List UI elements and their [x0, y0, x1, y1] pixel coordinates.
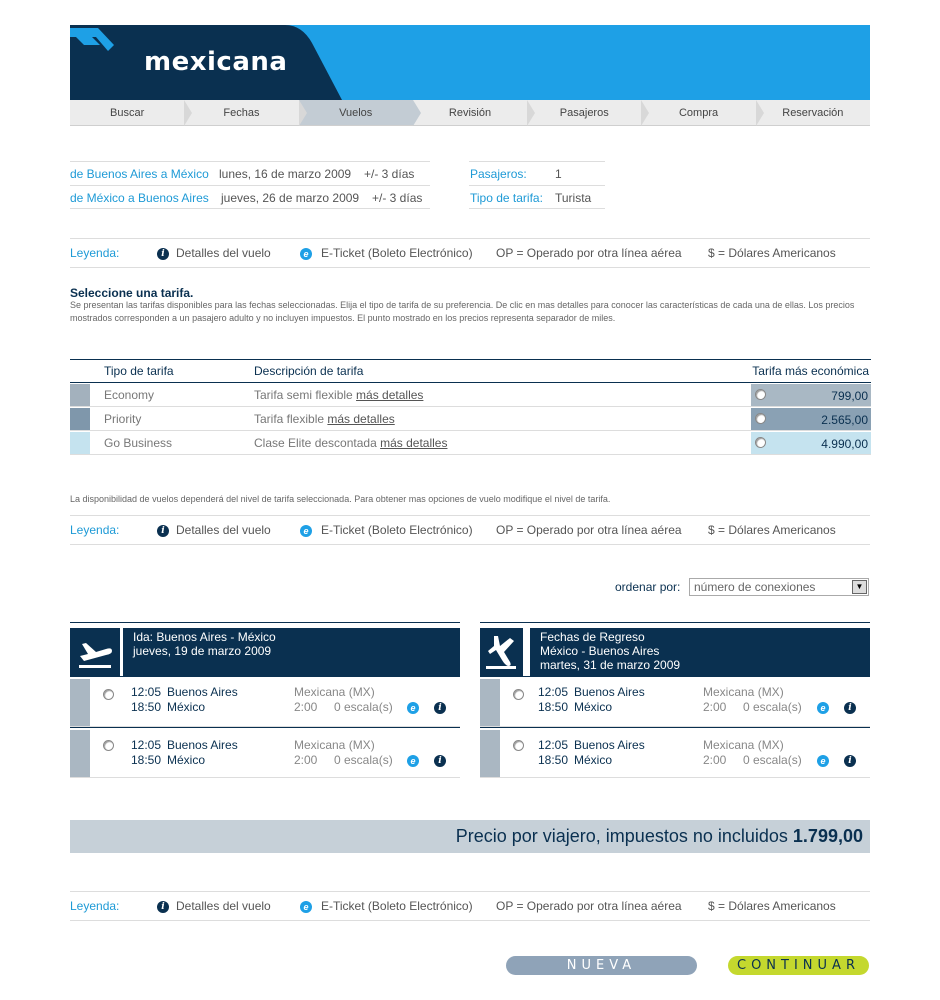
- eticket-icon[interactable]: e: [817, 702, 829, 714]
- airline: Mexicana (MX): [294, 685, 375, 699]
- outbound-flights: [70, 622, 460, 778]
- passenger-summary: [469, 161, 605, 209]
- fare-selection-description: Se presentan las tarifas disponibles para las fechas seleccionadas. Elija el tipo de tarifa de su preferencia. De clic en mas detalles para conocer las características de cada una de ellas. Los precios mostrados corresponden a un pasajero adulto y no incluyen impuestos. El punto mostrado en los precios representa separador de miles.: [70, 300, 855, 323]
- flight-option[interactable]: [480, 727, 870, 778]
- outbound-info: [123, 628, 460, 676]
- mexicana-logo-icon: [70, 25, 118, 51]
- fare-row-go-business: [70, 431, 871, 455]
- passengers-value: 1: [555, 167, 562, 181]
- continue-button[interactable]: CONTINUAR: [728, 956, 869, 975]
- departure-plane-icon: [70, 628, 120, 676]
- flight-radio[interactable]: [103, 740, 114, 751]
- fare-radio[interactable]: [755, 413, 766, 424]
- step-pasajeros: Pasajeros: [527, 100, 641, 125]
- return-date: martes, 31 de marzo 2009: [540, 658, 681, 672]
- stops: 0 escala(s): [743, 753, 802, 767]
- legend-eticket: E-Ticket (Boleto Electrónico): [321, 246, 473, 260]
- airline: Mexicana (MX): [294, 738, 375, 752]
- return-info: [530, 628, 870, 676]
- dep-time: 12:05: [538, 685, 569, 699]
- eticket-icon: e: [300, 525, 312, 537]
- return-flights: [480, 622, 870, 778]
- fare-name: Priority: [104, 412, 142, 426]
- fare-details-link[interactable]: más detalles: [356, 388, 424, 402]
- step-revision: Revisión: [413, 100, 527, 125]
- fare-selection-title: Seleccione una tarifa.: [70, 286, 194, 300]
- availability-note: La disponibilidad de vuelos dependerá del nivel de tarifa seleccionada. Para obtener mas opciones de vuelo modifique el nivel de tarifa.: [70, 494, 611, 504]
- duration: 2:00: [294, 753, 318, 767]
- dep-time: 12:05: [131, 738, 162, 752]
- fare-color-swatch: [70, 432, 90, 454]
- legend: [70, 238, 870, 268]
- stops: 0 escala(s): [743, 700, 802, 714]
- fare-price: 799,00: [831, 389, 868, 403]
- legend-op: OP = Operado por otra línea aérea: [496, 246, 682, 260]
- route-name: de Buenos Aires a México: [70, 167, 209, 181]
- fare-table: [70, 359, 871, 455]
- info-icon[interactable]: i: [434, 755, 446, 767]
- fare-price-cell[interactable]: [751, 432, 871, 454]
- passengers-label: Pasajeros:: [470, 167, 527, 181]
- arr-time: 18:50: [131, 700, 162, 714]
- fare-table-header: [70, 360, 871, 383]
- legend-eticket: E-Ticket (Boleto Electrónico): [321, 899, 473, 913]
- passengers-row: [469, 161, 605, 185]
- fare-color-swatch: [70, 408, 90, 430]
- flight-radio[interactable]: [513, 740, 524, 751]
- header-cheapest-fare: Tarifa más económica: [752, 364, 869, 378]
- legend-details: Detalles del vuelo: [176, 246, 271, 260]
- info-icon[interactable]: i: [434, 702, 446, 714]
- new-search-button[interactable]: NUEVA BÚSQUEDA: [506, 956, 697, 975]
- route-row: [70, 185, 430, 209]
- fare-price-cell[interactable]: [751, 408, 871, 430]
- duration: 2:00: [294, 700, 318, 714]
- chevron-down-icon[interactable]: ▼: [852, 580, 867, 594]
- dep-city: Buenos Aires: [167, 685, 238, 699]
- stops: 0 escala(s): [334, 753, 393, 767]
- arr-time: 18:50: [538, 753, 569, 767]
- legend-op: OP = Operado por otra línea aérea: [496, 899, 682, 913]
- info-icon: i: [157, 901, 169, 913]
- fare-type-label: Tipo de tarifa:: [470, 191, 543, 205]
- legend-op: OP = Operado por otra línea aérea: [496, 523, 682, 537]
- outbound-header: [70, 622, 460, 676]
- flight-option[interactable]: [480, 676, 870, 727]
- return-route: México - Buenos Aires: [540, 644, 660, 658]
- outbound-route: Ida: Buenos Aires - México: [133, 630, 276, 644]
- flight-bar: [70, 679, 90, 726]
- route-name: de México a Buenos Aires: [70, 191, 209, 205]
- duration: 2:00: [703, 753, 727, 767]
- fare-color-swatch: [70, 384, 90, 406]
- stops: 0 escala(s): [334, 700, 393, 714]
- header-fare-type: Tipo de tarifa: [104, 364, 174, 378]
- legend-usd: $ = Dólares Americanos: [708, 523, 836, 537]
- price-label: Precio por viajero, impuestos no incluidos: [455, 826, 788, 846]
- legend-usd: $ = Dólares Americanos: [708, 899, 836, 913]
- fare-price: 2.565,00: [821, 413, 868, 427]
- fare-row-priority: [70, 407, 871, 431]
- route-row: [70, 161, 430, 185]
- fare-radio[interactable]: [755, 389, 766, 400]
- arrival-plane-icon: [480, 628, 523, 676]
- fare-radio[interactable]: [755, 437, 766, 448]
- arr-time: 18:50: [538, 700, 569, 714]
- return-header: [480, 622, 870, 676]
- fare-details-link[interactable]: más detalles: [327, 412, 395, 426]
- arr-city: México: [167, 700, 206, 714]
- fare-details-link[interactable]: más detalles: [380, 436, 448, 450]
- airline: Mexicana (MX): [703, 738, 784, 752]
- fare-description: [254, 383, 423, 407]
- fare-type-row: [469, 185, 605, 209]
- legend-usd: $ = Dólares Americanos: [708, 246, 836, 260]
- route-range: +/- 3 días: [364, 167, 415, 181]
- fare-desc-text: Tarifa semi flexible: [254, 388, 353, 402]
- step-fechas[interactable]: Fechas: [184, 100, 298, 125]
- fare-description: [254, 407, 395, 431]
- fare-description: [254, 431, 447, 455]
- route-range: +/- 3 días: [372, 191, 423, 205]
- info-icon[interactable]: i: [844, 702, 856, 714]
- info-icon: i: [157, 248, 169, 260]
- eticket-icon: e: [300, 248, 312, 260]
- flight-option[interactable]: [70, 727, 460, 778]
- info-icon[interactable]: i: [844, 755, 856, 767]
- airline: Mexicana (MX): [703, 685, 784, 699]
- legend: [70, 515, 870, 545]
- eticket-icon[interactable]: e: [817, 755, 829, 767]
- price-per-traveler: [70, 820, 870, 853]
- dep-city: Buenos Aires: [574, 738, 645, 752]
- fare-name: Go Business: [104, 436, 173, 450]
- legend-details: Detalles del vuelo: [176, 523, 271, 537]
- booking-steps: [70, 100, 870, 126]
- flight-radio[interactable]: [103, 689, 114, 700]
- dep-time: 12:05: [131, 685, 162, 699]
- eticket-icon[interactable]: e: [407, 702, 419, 714]
- fare-desc-text: Clase Elite descontada: [254, 436, 377, 450]
- brand-logo[interactable]: mexicana: [144, 47, 288, 77]
- arr-time: 18:50: [131, 753, 162, 767]
- price-value: 1.799,00: [792, 826, 863, 846]
- sort-value: número de conexiones: [694, 580, 816, 594]
- legend-label: Leyenda:: [70, 523, 120, 537]
- flight-option[interactable]: [70, 676, 460, 727]
- outbound-date: jueves, 19 de marzo 2009: [133, 644, 272, 658]
- flight-bar: [480, 679, 500, 726]
- arr-city: México: [574, 753, 613, 767]
- route-date: lunes, 16 de marzo 2009: [219, 167, 352, 181]
- fare-price: 4.990,00: [821, 437, 868, 451]
- fare-price-cell[interactable]: [751, 384, 871, 406]
- return-title: Fechas de Regreso: [540, 630, 645, 644]
- info-icon: i: [157, 525, 169, 537]
- duration: 2:00: [703, 700, 727, 714]
- flight-bar: [70, 730, 90, 777]
- fare-desc-text: Tarifa flexible: [254, 412, 325, 426]
- flight-radio[interactable]: [513, 689, 524, 700]
- route-summary: [70, 161, 430, 209]
- dep-city: Buenos Aires: [574, 685, 645, 699]
- fare-name: Economy: [104, 388, 155, 402]
- route-date: jueves, 26 de marzo 2009: [221, 191, 360, 205]
- eticket-icon[interactable]: e: [407, 755, 419, 767]
- sort-select[interactable]: [689, 578, 869, 596]
- flight-bar: [480, 730, 500, 777]
- step-reservacion: Reservación: [782, 107, 844, 119]
- fare-row-economy: [70, 383, 871, 407]
- legend-label: Leyenda:: [70, 246, 120, 260]
- dep-city: Buenos Aires: [167, 738, 238, 752]
- legend-eticket: E-Ticket (Boleto Electrónico): [321, 523, 473, 537]
- header-fare-description: Descripción de tarifa: [254, 364, 364, 378]
- arr-city: México: [167, 753, 206, 767]
- legend-details: Detalles del vuelo: [176, 899, 271, 913]
- legend-label: Leyenda:: [70, 899, 120, 913]
- step-compra: Compra: [641, 100, 755, 125]
- step-vuelos[interactable]: Vuelos: [299, 100, 413, 125]
- arr-city: México: [574, 700, 613, 714]
- eticket-icon: e: [300, 901, 312, 913]
- legend: [70, 891, 870, 921]
- step-buscar[interactable]: Buscar: [70, 100, 184, 125]
- sort-label: ordenar por:: [615, 580, 681, 594]
- fare-type-value: Turista: [555, 191, 592, 205]
- dep-time: 12:05: [538, 738, 569, 752]
- site-header: [70, 25, 870, 100]
